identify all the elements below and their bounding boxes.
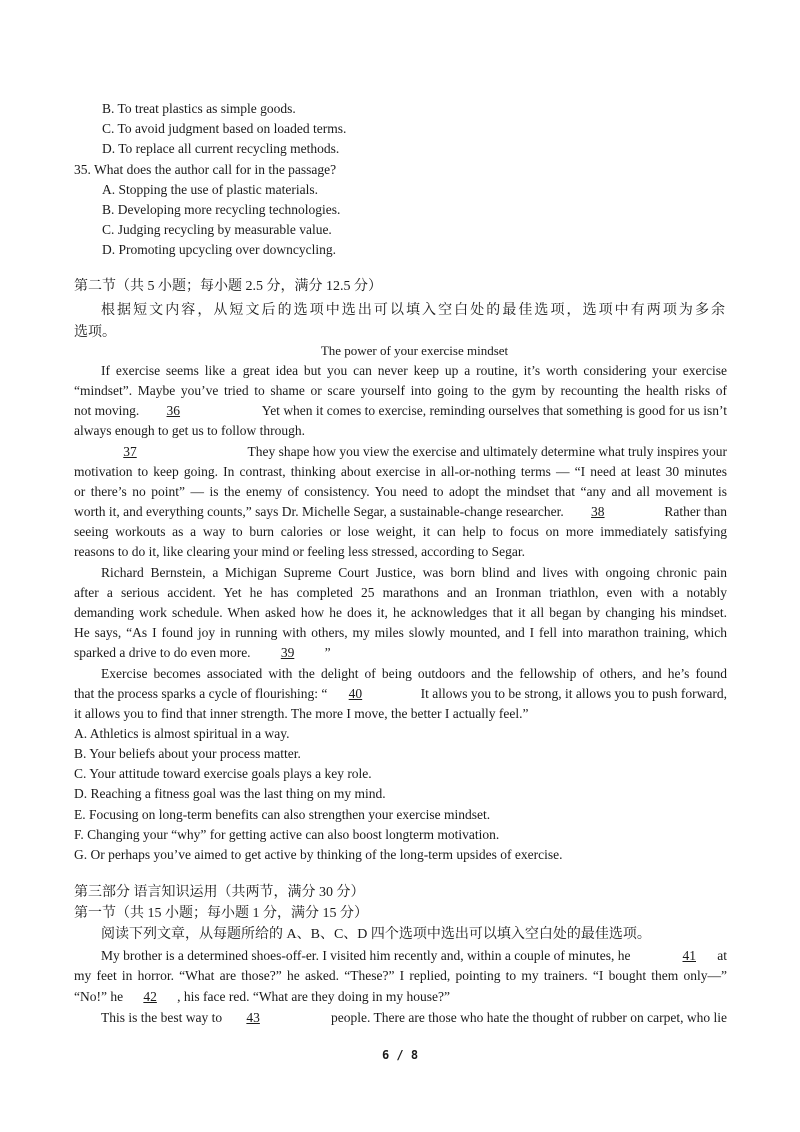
passage-p1-line3-end: Yet when it comes to exercise, reminding ourselves that something is good for us isn’t [261,403,727,418]
passage-p4-line2 [74,685,727,703]
section2-instruction-line2: 选项。 [74,325,116,340]
passage-p2-line4 [74,503,727,521]
blank-40: 40 [348,686,363,701]
cloze-line1 [101,947,727,965]
cloze-line1-end: at [717,948,727,963]
passage-p2-line4-end: Rather than [664,504,727,519]
passage-p2-line3: or there’s no point” — is the enemy of consistency. You need to adopt the mindset that “any and all movement is [74,484,727,499]
option-a: A. Athletics is almost spiritual in a way. [74,726,290,741]
blank-43: 43 [246,1010,260,1025]
passage-p3-line5 [74,644,331,662]
blank-42: 42 [143,989,157,1004]
option-f: F. Changing your “why” for getting active can also boost longterm motivation. [74,827,500,842]
passage-p2-line5: seeing workouts as a way to burn calories or lose weight, it can help to focus on more immediately satisfying [74,524,727,539]
option-d: D. Reaching a fitness goal was the last thing on my mind. [74,786,386,801]
passage-p4-line3: it allows you to find that inner strength. The more I move, the better I actually feel.” [74,706,529,721]
cloze-line4 [101,1009,727,1027]
cloze-line4-end: people. There are those who hate the thought of rubber on carpet, who lie [331,1010,727,1025]
passage-p3-line2: after a serious accident. Yet he has completed 25 marathons and an Ironman triathlon, even with a notably [74,585,727,600]
blank-39: 39 [280,645,295,660]
passage-p4-line2-start: that the process sparks a cycle of flourishing: “ [74,686,328,701]
passage-p3-line5-quote: ” [324,645,331,660]
cloze-line3 [74,988,450,1006]
passage-p1-line4: always enough to get us to follow through. [74,423,305,438]
blank-41: 41 [682,948,696,963]
passage-p4-line2-end: It allows you to be strong, it allows you to push forward, [420,686,727,701]
passage-title: The power of your exercise mindset [320,343,509,358]
passage-p1-line3-start: not moving. [74,403,140,418]
q35-option-a: A. Stopping the use of plastic materials. [102,182,318,197]
q34-option-c: C. To avoid judgment based on loaded terms. [102,121,347,136]
passage-p4-line1: Exercise becomes associated with the delight of being outdoors and the fellowship of others, and he’s found [101,666,727,681]
passage-p3-line4: He says, “As I found joy in running with others, my miles slowly mounted, and I fell into marathon training, which [74,625,727,640]
option-g: G. Or perhaps you’ve aimed to get active by thinking of the long-term upsides of exercise. [74,847,563,862]
cloze-line3-end: , his face red. “What are they doing in my house?” [177,989,451,1004]
part3-instruction: 阅读下列文章，从每题所给的 A、B、C、D 四个选项中选出可以填入空白处的最佳选项。 [101,927,651,942]
cloze-line1-start: My brother is a determined shoes-off-er. I visited him recently and, within a couple of minutes, he [101,948,631,963]
section2-instruction-line1: 根据短文内容，从短文后的选项中选出可以填入空白处的最佳选项，选项中有两项为多余 [101,303,725,318]
q34-option-d: D. To replace all current recycling methods. [102,141,340,156]
passage-p3-line3: demanding work schedule. When asked how he does it, he acknowledges that it all began by changing his mindset. [74,605,727,620]
q35-option-d: D. Promoting upcycling over downcycling. [102,242,336,257]
cloze-line4-start: This is the best way to [101,1010,223,1025]
page-number: 6 / 8 [381,1048,419,1062]
passage-p2-line1-end: They shape how you view the exercise and ultimately determine what truly inspires your [247,444,727,459]
cloze-line3-start: “No!” he [74,989,124,1004]
passage-p2-line6: reasons to do it, like clearing your mind or feeling less stressed, according to Segar. [74,544,526,559]
option-b: B. Your beliefs about your process matter. [74,746,301,761]
section2-heading: 第二节（共 5 小题；每小题 2.5 分，满分 12.5 分） [74,279,382,294]
blank-37: 37 [123,444,137,459]
passage-p2-line1 [101,443,727,461]
passage-p1-line2: “mindset”. Maybe you’ve tried to shame or scare yourself into going to the gym by recounting the health risks of [74,383,727,398]
passage-p1-line1: If exercise seems like a great idea but you can never keep up a routine, it’s worth considering your exercise [101,363,727,378]
passage-p3-line1: Richard Bernstein, a Michigan Supreme Court Justice, was born blind and lives with ongoing chronic pain [101,565,727,580]
q35-option-b: B. Developing more recycling technologies. [102,202,341,217]
part3-section1-heading: 第一节（共 15 小题；每小题 1 分，满分 15 分） [74,906,368,921]
passage-p1-line3 [74,402,727,420]
passage-p2-line2: motivation to keep going. In contrast, thinking about exercise in all-or-nothing terms — “I need at least 30 minutes [74,464,727,479]
part3-heading: 第三部分 语言知识运用（共两节，满分 30 分） [74,885,365,900]
blank-36: 36 [166,403,181,418]
option-c: C. Your attitude toward exercise goals plays a key role. [74,766,372,781]
cloze-line2: my feet in horror. “What are those?” he asked. “These?” I replied, pointing to my trainers. “I bought them only—” [74,968,727,983]
option-e: E. Focusing on long-term benefits can also strengthen your exercise mindset. [74,807,491,822]
q34-option-b: B. To treat plastics as simple goods. [102,101,296,116]
blank-38: 38 [591,504,605,519]
q35-option-c: C. Judging recycling by measurable value. [102,222,332,237]
passage-p2-line4-start: worth it, and everything counts,” says Dr. Michelle Segar, a sustainable-change researcher. [74,504,564,519]
q35-stem: 35. What does the author call for in the passage? [74,162,337,177]
passage-p3-line5-start: sparked a drive to do even more. [74,645,251,660]
